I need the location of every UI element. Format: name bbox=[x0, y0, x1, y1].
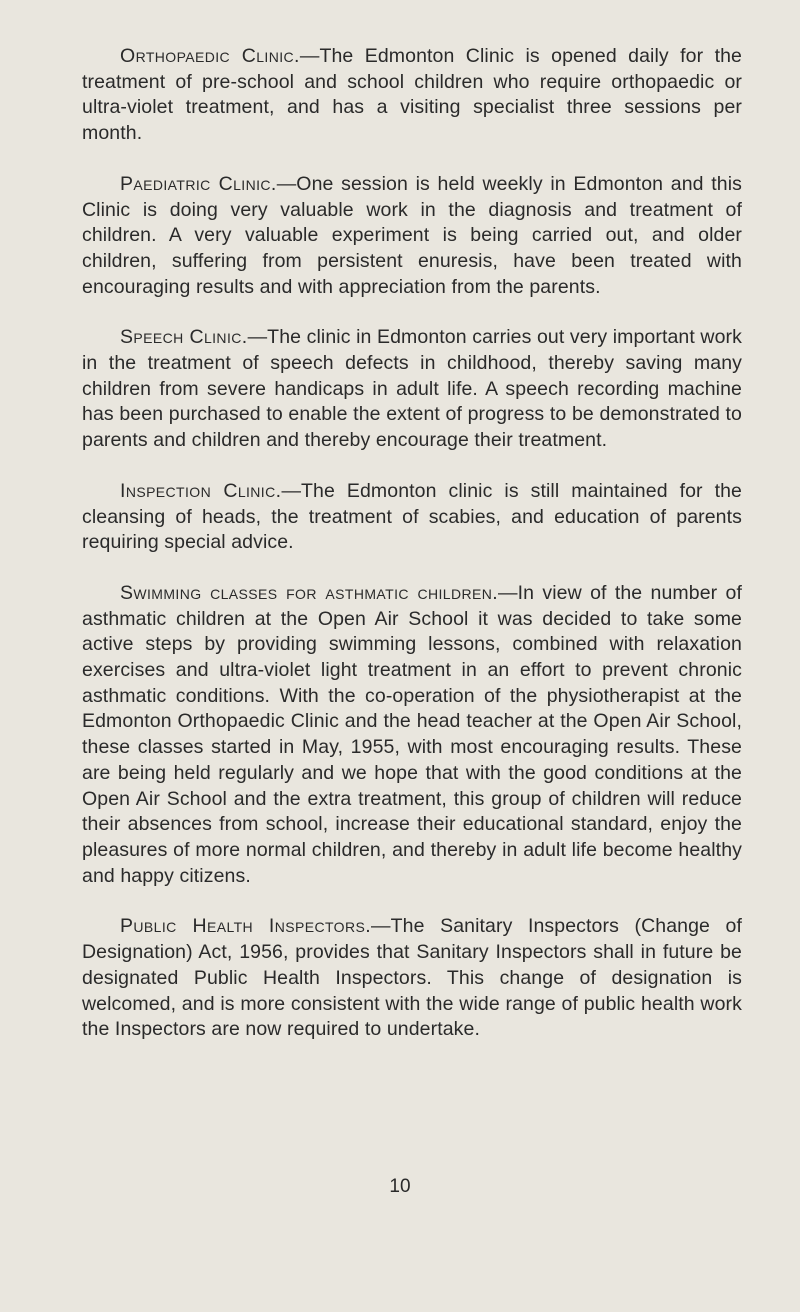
section-text: —One session is held weekly in Edmonton and this Clinic is doing very valuable work in the diagnosis and treatment of children. A very valuable experiment is being carried out, and older children, suffering from persistent enuresis, have been treated with encouraging results and with appreciation from the parents. bbox=[82, 172, 743, 298]
section-text: —The Edmonton Clinic is opened daily for the treatment of pre-school and school children who require orthopaedic or ultra-violet treatment, and has a visiting specialist three sessions per month. bbox=[82, 45, 742, 145]
section-paediatric-clinic bbox=[82, 172, 742, 301]
section-swimming-classes bbox=[82, 581, 742, 889]
section-public-health-inspectors bbox=[82, 914, 742, 1043]
section-text: —The clinic in Edmonton carries out very important work in the treatment of speech defects in childhood, thereby saving many children from severe handicaps in adult life. A speech recording machine has been purchased to enable the extent of progress to be demonstrated to parents and children and thereby encourage their treatment. bbox=[82, 326, 742, 452]
section-orthopaedic-clinic bbox=[82, 44, 742, 147]
page-number: 10 bbox=[389, 1176, 411, 1197]
section-heading: Public Health Inspectors. bbox=[120, 915, 372, 938]
document-page bbox=[82, 44, 742, 1043]
section-heading: Speech Clinic. bbox=[120, 326, 248, 349]
section-heading: Swimming classes for asthmatic children. bbox=[120, 581, 499, 604]
section-text: —In view of the number of asthmatic children at the Open Air School it was decided to take some active steps by providing swimming lessons, combined with relaxation exercises and ultra-violet light treatment in an effort to prevent chronic asthmatic conditions. With the co-operation of the physiotherapist at the Edmonton Orthopaedic Clinic and the head teacher at the Open Air School, these classes started in May, 1955, with most encouraging results. These are being held regularly and we hope that with the good conditions at the Open Air School and the extra treatment, this group of children will reduce their absences from school, increase their educational standard, enjoy the pleasures of more normal children, and thereby in adult life become healthy and happy citizens. bbox=[82, 581, 742, 887]
section-heading: Inspection Clinic. bbox=[120, 479, 282, 502]
section-text: —The Edmonton clinic is still maintained for the cleansing of heads, the treatment of scabies, and education of parents requiring special advice. bbox=[82, 479, 742, 554]
section-inspection-clinic bbox=[82, 479, 742, 556]
section-heading: Orthopaedic Clinic. bbox=[120, 45, 300, 67]
section-text: —The Sanitary Inspectors (Change of Designation) Act, 1956, provides that Sanitary Inspectors shall in future be designated Public Health Inspectors. This change of designation is welcomed, and is more consistent with the wide range of public health work the Inspectors are now required to undertake. bbox=[82, 915, 742, 1041]
section-speech-clinic bbox=[82, 325, 742, 454]
section-heading: Paediatric Clinic. bbox=[120, 172, 277, 195]
